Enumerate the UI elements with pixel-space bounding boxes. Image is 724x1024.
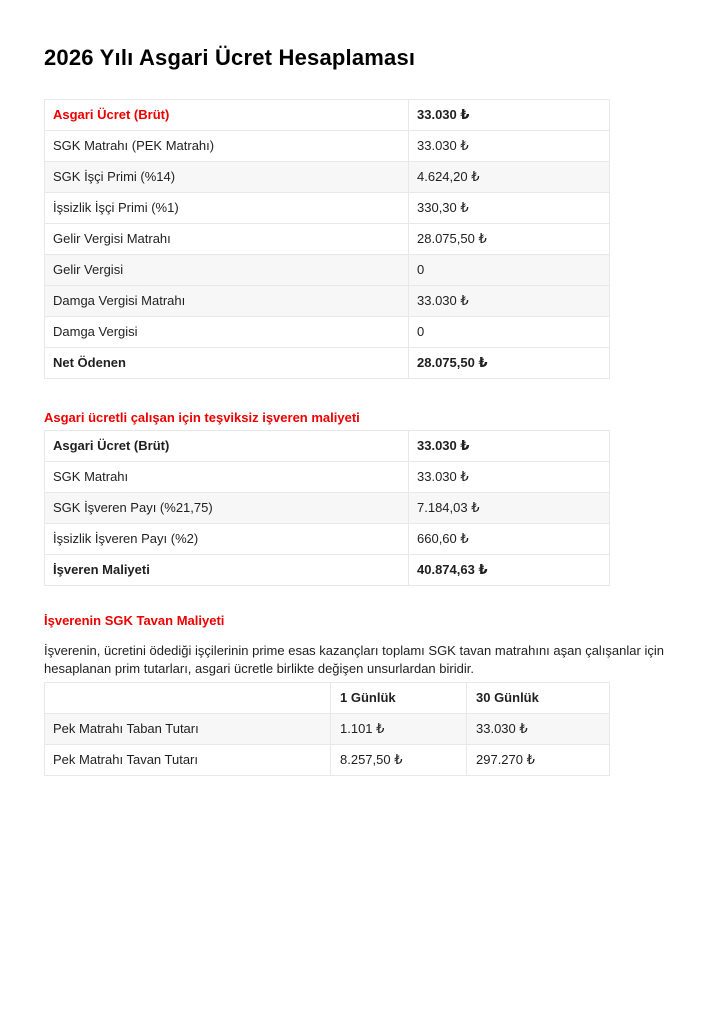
- header-monthly-cell: 30 Günlük: [467, 683, 610, 714]
- table-row: [45, 317, 610, 348]
- row-label: SGK İşveren Payı (%21,75): [45, 493, 409, 524]
- table-row: [45, 348, 610, 379]
- row-daily-value: 8.257,50 ₺: [331, 745, 467, 776]
- table-row: [45, 524, 610, 555]
- table-row: [45, 224, 610, 255]
- row-label: İşveren Maliyeti: [45, 555, 409, 586]
- table-row: [45, 462, 610, 493]
- row-value: 7.184,03 ₺: [409, 493, 610, 524]
- net-wage-table-body: [45, 100, 610, 379]
- table-row: [45, 555, 610, 586]
- row-value: 4.624,20 ₺: [409, 162, 610, 193]
- table-row: [45, 745, 610, 776]
- row-label: İşsizlik İşveren Payı (%2): [45, 524, 409, 555]
- net-wage-table: [44, 99, 610, 379]
- table-row: [45, 493, 610, 524]
- sgk-ceiling-heading: İşverenin SGK Tavan Maliyeti: [44, 613, 225, 628]
- employer-cost-table: [44, 430, 610, 586]
- header-empty-cell: [45, 683, 331, 714]
- row-label: Damga Vergisi: [45, 317, 409, 348]
- row-value: 33.030 ₺: [409, 131, 610, 162]
- employer-cost-table-body: [45, 431, 610, 586]
- sgk-ceiling-table: [44, 682, 610, 776]
- row-value: 40.874,63 ₺: [409, 555, 610, 586]
- row-label: SGK İşçi Primi (%14): [45, 162, 409, 193]
- table-row: [45, 193, 610, 224]
- row-label: SGK Matrahı: [45, 462, 409, 493]
- row-daily-value: 1.101 ₺: [331, 714, 467, 745]
- row-value: 33.030 ₺: [409, 286, 610, 317]
- row-label: Asgari Ücret (Brüt): [45, 100, 409, 131]
- row-value: 33.030 ₺: [409, 431, 610, 462]
- employer-cost-heading: Asgari ücretli çalışan için teşviksiz işveren maliyeti: [44, 410, 360, 425]
- row-value: 0: [409, 255, 610, 286]
- row-value: 28.075,50 ₺: [409, 348, 610, 379]
- table-row: [45, 162, 610, 193]
- table-row: [45, 255, 610, 286]
- row-value: 33.030 ₺: [409, 100, 610, 131]
- row-label: Pek Matrahı Tavan Tutarı: [45, 745, 331, 776]
- row-label: İşsizlik İşçi Primi (%1): [45, 193, 409, 224]
- row-value: 660,60 ₺: [409, 524, 610, 555]
- page-title: 2026 Yılı Asgari Ücret Hesaplaması: [44, 45, 416, 70]
- row-value: 330,30 ₺: [409, 193, 610, 224]
- table-row: [45, 100, 610, 131]
- header-daily-cell: 1 Günlük: [331, 683, 467, 714]
- row-label: Asgari Ücret (Brüt): [45, 431, 409, 462]
- row-value: 0: [409, 317, 610, 348]
- table-row: [45, 714, 610, 745]
- row-monthly-value: 297.270 ₺: [467, 745, 610, 776]
- row-value: 33.030 ₺: [409, 462, 610, 493]
- table-header-row: [45, 683, 610, 714]
- row-label: Gelir Vergisi: [45, 255, 409, 286]
- table-row: [45, 286, 610, 317]
- row-label: SGK Matrahı (PEK Matrahı): [45, 131, 409, 162]
- row-monthly-value: 33.030 ₺: [467, 714, 610, 745]
- table-row: [45, 431, 610, 462]
- sgk-ceiling-table-body: [45, 683, 610, 776]
- row-label: Pek Matrahı Taban Tutarı: [45, 714, 331, 745]
- row-label: Gelir Vergisi Matrahı: [45, 224, 409, 255]
- row-label: Damga Vergisi Matrahı: [45, 286, 409, 317]
- table-row: [45, 131, 610, 162]
- sgk-ceiling-paragraph: İşverenin, ücretini ödediği işçilerinin prime esas kazançları toplamı SGK tavan matrahını aşan çalışanlar için hesaplanan prim tutarları, asgari ücretle birlikte değişen unsurlardan biridir.: [44, 643, 664, 676]
- row-label: Net Ödenen: [45, 348, 409, 379]
- row-value: 28.075,50 ₺: [409, 224, 610, 255]
